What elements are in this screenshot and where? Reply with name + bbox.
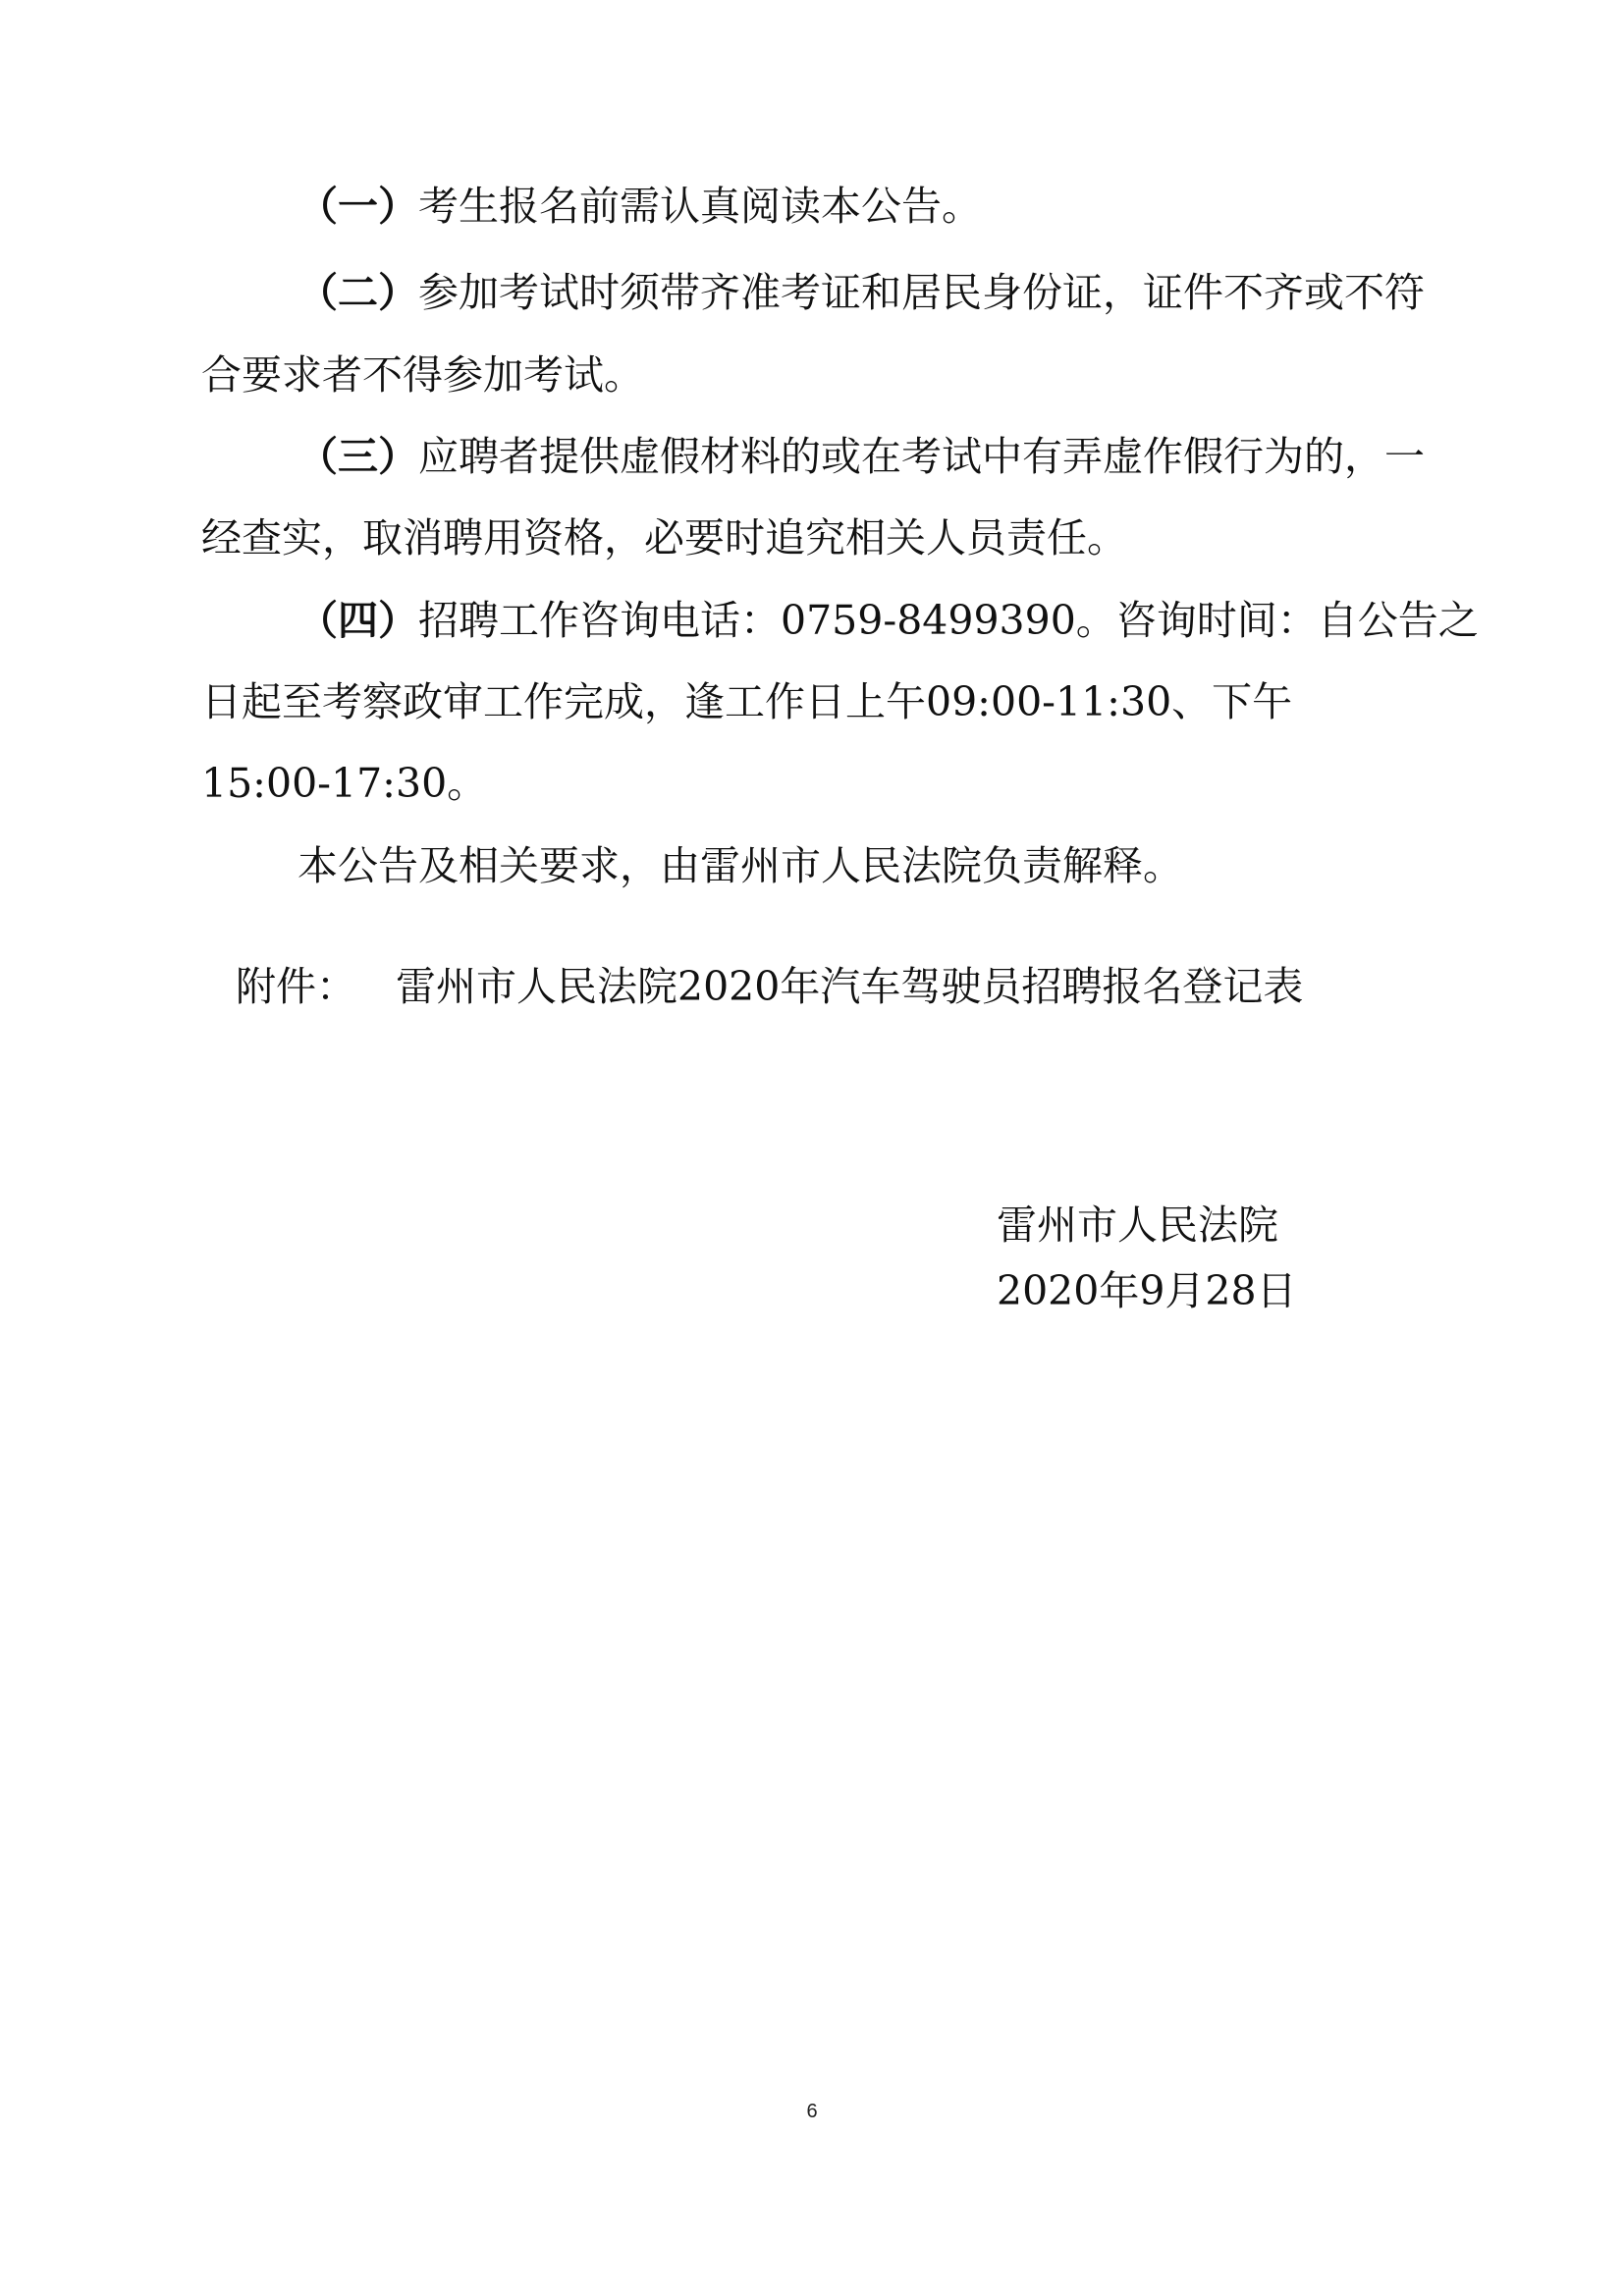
item-4-text-2: 日起至考察政审工作完成，逢工作日上午09:00-11:30、下午 — [201, 678, 1293, 725]
item-4-line-3 — [201, 754, 487, 813]
attachment-line — [236, 957, 1303, 1016]
item-2-line-1 — [298, 263, 1425, 322]
item-2-marker: （二） — [298, 269, 418, 316]
item-2-line-2 — [201, 346, 644, 404]
page-number: 6 — [806, 2101, 818, 2122]
item-3-line-2 — [201, 508, 1127, 567]
item-4-text-3: 15:00-17:30。 — [201, 760, 488, 807]
item-1-text: 考生报名前需认真阅读本公告。 — [418, 183, 982, 230]
attachment-title: 雷州市人民法院2020年汽车驾驶员招聘报名登记表 — [396, 963, 1304, 1010]
item-4-line-2 — [201, 672, 1292, 731]
item-4-line-1 — [298, 591, 1479, 650]
closing-text: 本公告及相关要求，由雷州市人民法院负责解释。 — [298, 842, 1183, 889]
item-1-line-1 — [298, 177, 982, 236]
item-1-marker: （一） — [298, 183, 418, 230]
item-4-text-1: 招聘工作咨询电话：0759-8499390。咨询时间：自公告之 — [418, 597, 1479, 644]
item-4-marker: （四） — [298, 597, 418, 644]
item-2-text-1: 参加考试时须带齐准考证和居民身份证，证件不齐或不符 — [418, 269, 1425, 316]
item-3-text-2: 经查实，取消聘用资格，必要时追究相关人员责任。 — [201, 514, 1127, 561]
closing-statement — [298, 836, 1183, 895]
signature-org: 雷州市人民法院 — [997, 1201, 1278, 1249]
signature-date: 2020年9月28日 — [997, 1267, 1297, 1314]
attachment-label: 附件： — [236, 963, 356, 1010]
item-2-text-2: 合要求者不得参加考试。 — [201, 351, 644, 399]
item-3-marker: （三） — [298, 433, 418, 480]
item-3-text-1: 应聘者提供虚假材料的或在考试中有弄虚作假行为的，一 — [418, 433, 1425, 480]
item-3-line-1 — [298, 427, 1425, 486]
